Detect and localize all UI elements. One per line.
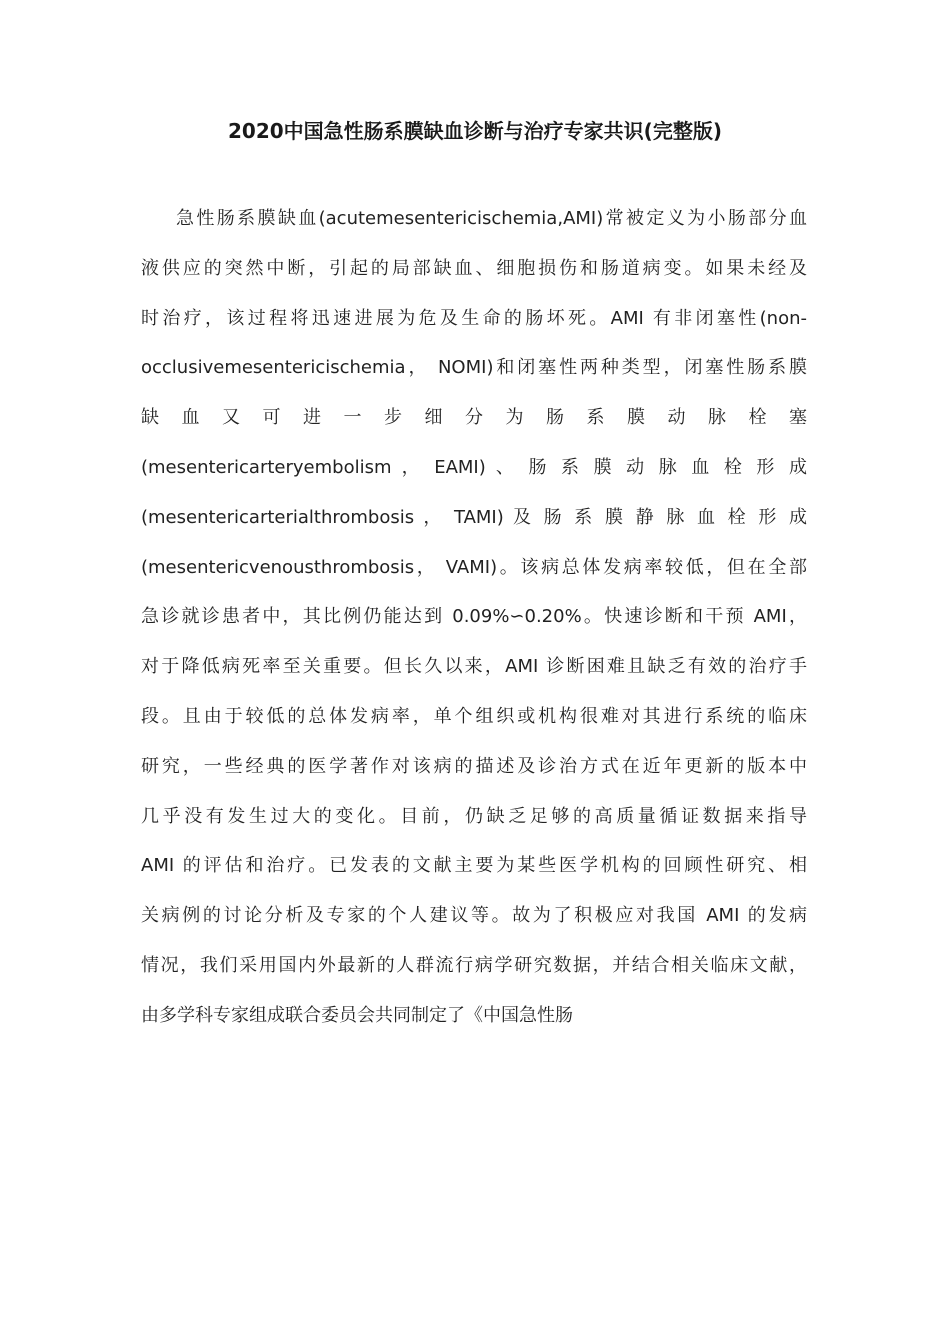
- paragraph-line: (mesentericarteryembolism ， EAMI) 、 肠 系 膜 动 脉 血 栓 形 成: [141, 456, 807, 478]
- paragraph-line: occlusivemesentericischemia， NOMI)和闭塞性两种类型，闭塞性肠系膜: [141, 357, 807, 379]
- paragraph-line: 关病例的讨论分析及专家的个人建议等。故为了积极应对我国 AMI 的发病: [141, 905, 807, 927]
- paragraph-line: 急诊就诊患者中，其比例仍能达到 0.09%∽0.20%。快速诊断和干预 AMI，: [141, 606, 807, 628]
- paragraph-line: 时治疗，该过程将迅速进展为危及生命的肠坏死。AMI 有非闭塞性(non-: [141, 307, 807, 329]
- paragraph-line: 对于降低病死率至关重要。但长久以来，AMI 诊断困难且缺乏有效的治疗手: [141, 656, 807, 678]
- paragraph-line: 段。且由于较低的总体发病率，单个组织或机构很难对其进行系统的临床: [141, 705, 807, 727]
- paragraph-line: AMI 的评估和治疗。已发表的文献主要为某些医学机构的回顾性研究、相: [141, 855, 807, 877]
- document-title: 2020中国急性肠系膜缺血诊断与治疗专家共识(完整版): [228, 119, 722, 143]
- body-paragraph: [141, 194, 807, 1041]
- paragraph-line: 研究，一些经典的医学著作对该病的描述及诊治方式在近年更新的版本中: [141, 755, 807, 777]
- paragraph-line: 急性肠系膜缺血(acutemesentericischemia,AMI)常被定义为小肠部分血: [176, 208, 807, 229]
- paragraph-line: 几乎没有发生过大的变化。目前，仍缺乏足够的高质量循证数据来指导: [141, 805, 807, 827]
- paragraph-line: 液供应的突然中断，引起的局部缺血、细胞损伤和肠道病变。如果未经及: [141, 257, 807, 279]
- paragraph-line: (mesentericvenousthrombosis， VAMI)。该病总体发病率较低，但在全部: [141, 556, 807, 578]
- paragraph-line: (mesentericarterialthrombosis ， TAMI) 及 肠 系 膜 静 脉 血 栓 形 成: [141, 506, 807, 528]
- paragraph-line: 由多学科专家组成联合委员会共同制定了《中国急性肠: [141, 1004, 573, 1026]
- paragraph-line: 缺 血 又 可 进 一 步 细 分 为 肠 系 膜 动 脉 栓 塞: [141, 407, 807, 429]
- paragraph-line: 情况，我们采用国内外最新的人群流行病学研究数据，并结合相关临床文献，: [141, 954, 807, 976]
